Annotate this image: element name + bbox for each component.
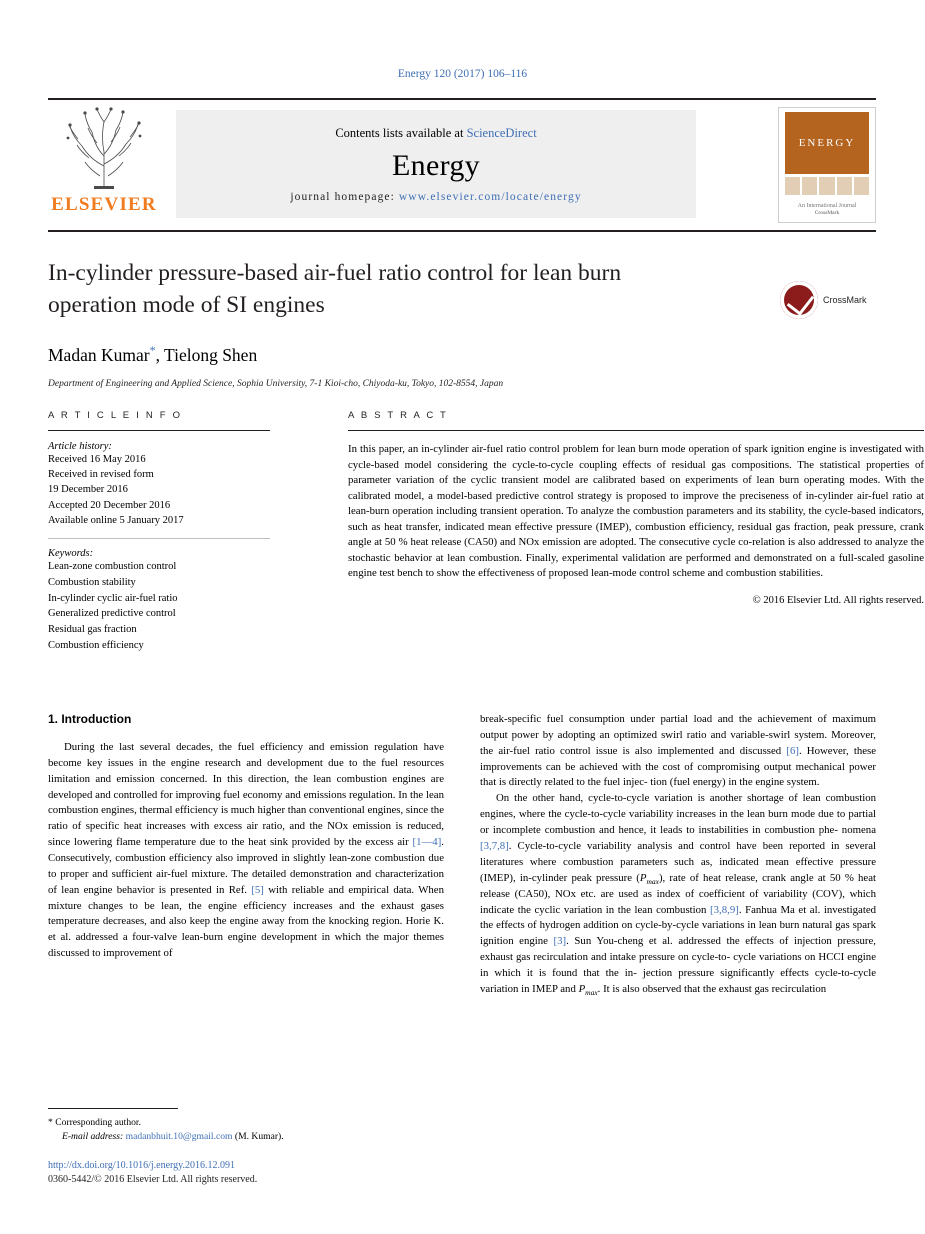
body-right-column [480,712,876,998]
email-link[interactable]: madanbhuit.10@gmail.com [125,1131,233,1143]
homepage-line [290,191,581,203]
email-label: E-mail address: [62,1131,126,1143]
journal-center-box [176,110,696,218]
abstract-rule [348,430,924,431]
sciencedirect-link[interactable]: ScienceDirect [466,125,537,140]
keywords-title: Keywords: [48,548,94,560]
keyword-item: In-cylinder cyclic air-fuel ratio [48,592,178,604]
keyword-item: Combustion stability [48,576,136,588]
affiliation: Department of Engineering and Applied Science, Sophia University, 7-1 Kioi-cho, Chiyoda-ku, Tokyo, 102-8554, Japan [48,379,504,390]
article-history-line: 19 December 2016 [48,484,128,496]
title-block [48,258,876,389]
article-history-line: Received in revised form [48,469,154,481]
article-info-rule [48,430,270,431]
author-list [48,343,876,366]
paragraph: On the other hand, cycle-to-cycle variation is another shortage of lean combustion engines, where the cycle-to-cycle variability increases in the lean burn mode due to partial or incomplete combustion and hence, it leads to instabilities in combustion phe- nomena [3,7,8]. Cycle-to-cycle variability analysis and control have been reported in several literatures where combustion parameters such as, indicated mean effective pressure (IMEP), in-cylinder peak pressure $(P_{max})$, rate of heat release, crank angle at 50 % heat release (CA50), NOx etc. are used as index of coefficient of variability (COV), which indicate the cyclic variation in the lean combustion [3,8,9]. Fanhua Ma et al. investigated the effects of hydrogen addition on cycle-by-cycle variations in lean burn natural gas spark ignition engine [3]. Sun You-cheng et al. addressed the effects of injection pressure, exhaust gas recirculation and intake pressure on cycle-to- cycle variations on HCCI engine in which it is found that the in- jection pressure significantly effects cycle-to-cycle variation in IMEP and $P_{max}$. It is also observed that the exhaust gas recirculation [480,792,877,998]
article-history-line: Received 16 May 2016 [48,454,146,465]
journal-title: Energy [392,148,480,182]
email-tail: (M. Kumar). [232,1131,284,1143]
citation-link[interactable]: [6] [786,744,799,757]
article-history-title: Article history: [48,441,112,452]
issn-copyright: 0360-5442/© 2016 Elsevier Ltd. All rights reserved. [48,1174,258,1185]
crossmark-badge[interactable] [780,276,876,324]
keyword-item: Generalized predictive control [48,608,176,620]
keywords-divider [48,538,270,539]
footnote-block [48,1108,444,1145]
corresponding-author-marker: * [149,343,156,358]
elsevier-tree-icon [56,106,152,192]
article-info-heading: A R T I C L E I N F O [48,410,183,421]
homepage-url-link[interactable]: www.elsevier.com/locate/energy [398,190,582,203]
cover-title: ENERGY [785,112,869,174]
page-title: In-cylinder pressure-based air-fuel ratio control for lean burn operation mode of SI engines [48,260,622,318]
email-note [48,1130,444,1144]
article-info-column [48,410,270,654]
journal-masthead [48,98,876,232]
paragraph: During the last several decades, the fuel efficiency and emission regulation have become key issues in the engine research and development due to the fuel resources limitation and emission concerned. In this direction, the lean combustion engines are developed and controlled for improving fuel economy and emissions regulation. In the lean combustion engines, thermal efficiency is much higher than conventional engines, since the ratio of specific heat increases with excess air ratio, and the NOx emission is reduced, since lowering flame temperature due to the heat sink provided by the excess air [1—4]. Consecutively, combustion efficiency also improved in slightly lean-zone combustion due to proper and sufficient air-fuel mixture. The detailed demonstration and characterization of lean engine behavior is presented in Ref. [5] with reliable and empirical data. When mixture changes to be lean, the engine efficiency increases and the exhaust gases temperature decreases, and also keep the engine away from the knocking region. Horie K. et al. addressed a four-valve lean-burn engine development in which the major themes discussed to improvement of [48,741,444,960]
section-heading-introduction: 1. Introduction [48,712,132,726]
author-first: Madan Kumar [48,345,150,366]
doi-link[interactable]: http://dx.doi.org/10.1016/j.energy.2016.12.091 [48,1160,236,1171]
contents-prefix: Contents lists available at [335,125,467,140]
article-history-line: Accepted 20 December 2016 [48,499,171,511]
body-left-column [48,712,444,962]
cover-decoration [785,177,869,195]
journal-reference: Energy 120 (2017) 106–116 [397,68,528,80]
keyword-item: Combustion efficiency [48,639,144,651]
doi-block [48,1160,548,1185]
keyword-item: Lean-zone combustion control [48,561,177,573]
keyword-item: Residual gas fraction [48,624,137,636]
cover-crossmark-label: CrossMark [814,210,840,217]
abstract-copyright: © 2016 Elsevier Ltd. All rights reserved. [752,594,924,606]
abstract-body: In this paper, an in-cylinder air-fuel ratio control problem for lean burn mode operation of spark ignition engine is investigated with cycle-based model considering the cycle-to-cycle coupling effects of residual gas compositions. The statistical properties of parameter variation of the cyclic transient model are calibrated based on experiments of lean burn operating modes. With the calibrated model, a model-based predictive control strategy is proposed to improve the preciseness of in-cylinder air-fuel ratio at lean-burn operation including transient operation. To analyze the combustion parameters and its stability, the cycle-based indicators, such as heat transfer, indicated mean effective pressure (IMEP), combustion efficiency, residual gas fraction, peak pressure, crank angle at 50 % heat release (CA50) and NOx emission are adopted. The consecutive cycle co-relation is also addressed to analyze the stochastic behavior at lean combustion. Finally, experimental validation are performed and demonstrated on a full-scaled gasoline engine test bench to show the effectiveness of proposed lean-mode control scheme and combustion stabilities. [348,443,924,580]
citation-link[interactable]: [3,8,9] [710,903,739,916]
cover-caption: An International Journal [797,203,857,209]
abstract-heading: A B S T R A C T [348,410,449,421]
crossmark-icon [780,281,818,319]
elsevier-logo [48,106,160,224]
author-rest: , Tielong Shen [155,345,258,366]
citation-link[interactable]: [3] [553,935,567,948]
citation-link[interactable]: [1—4] [412,836,442,849]
article-history-line: Available online 5 January 2017 [48,514,184,526]
contents-line [335,126,536,141]
footnote-divider [48,1108,178,1109]
homepage-label: journal homepage: [290,190,399,203]
citation-link[interactable]: [5] [251,883,264,896]
elsevier-wordmark: ELSEVIER [51,194,157,215]
corresponding-author-note: * Corresponding author. [48,1117,141,1128]
crossmark-label: CrossMark [823,295,867,305]
citation-link[interactable]: [3,7,8] [480,839,509,852]
paragraph: break-specific fuel consumption under partial load and the achievement of maximum output power by adopting an optimized swirl ratio and variable-swirl system. Moreover, the air-fuel ratio control issue is also implemented and discussed [6]. However, these improvements can be achieved with the cost of compromising output mechanical power that is directly related to the fuel injec- tion (fuel energy) in the engine system. [480,713,876,789]
abstract-column [348,410,924,606]
journal-cover-thumbnail [778,107,876,223]
